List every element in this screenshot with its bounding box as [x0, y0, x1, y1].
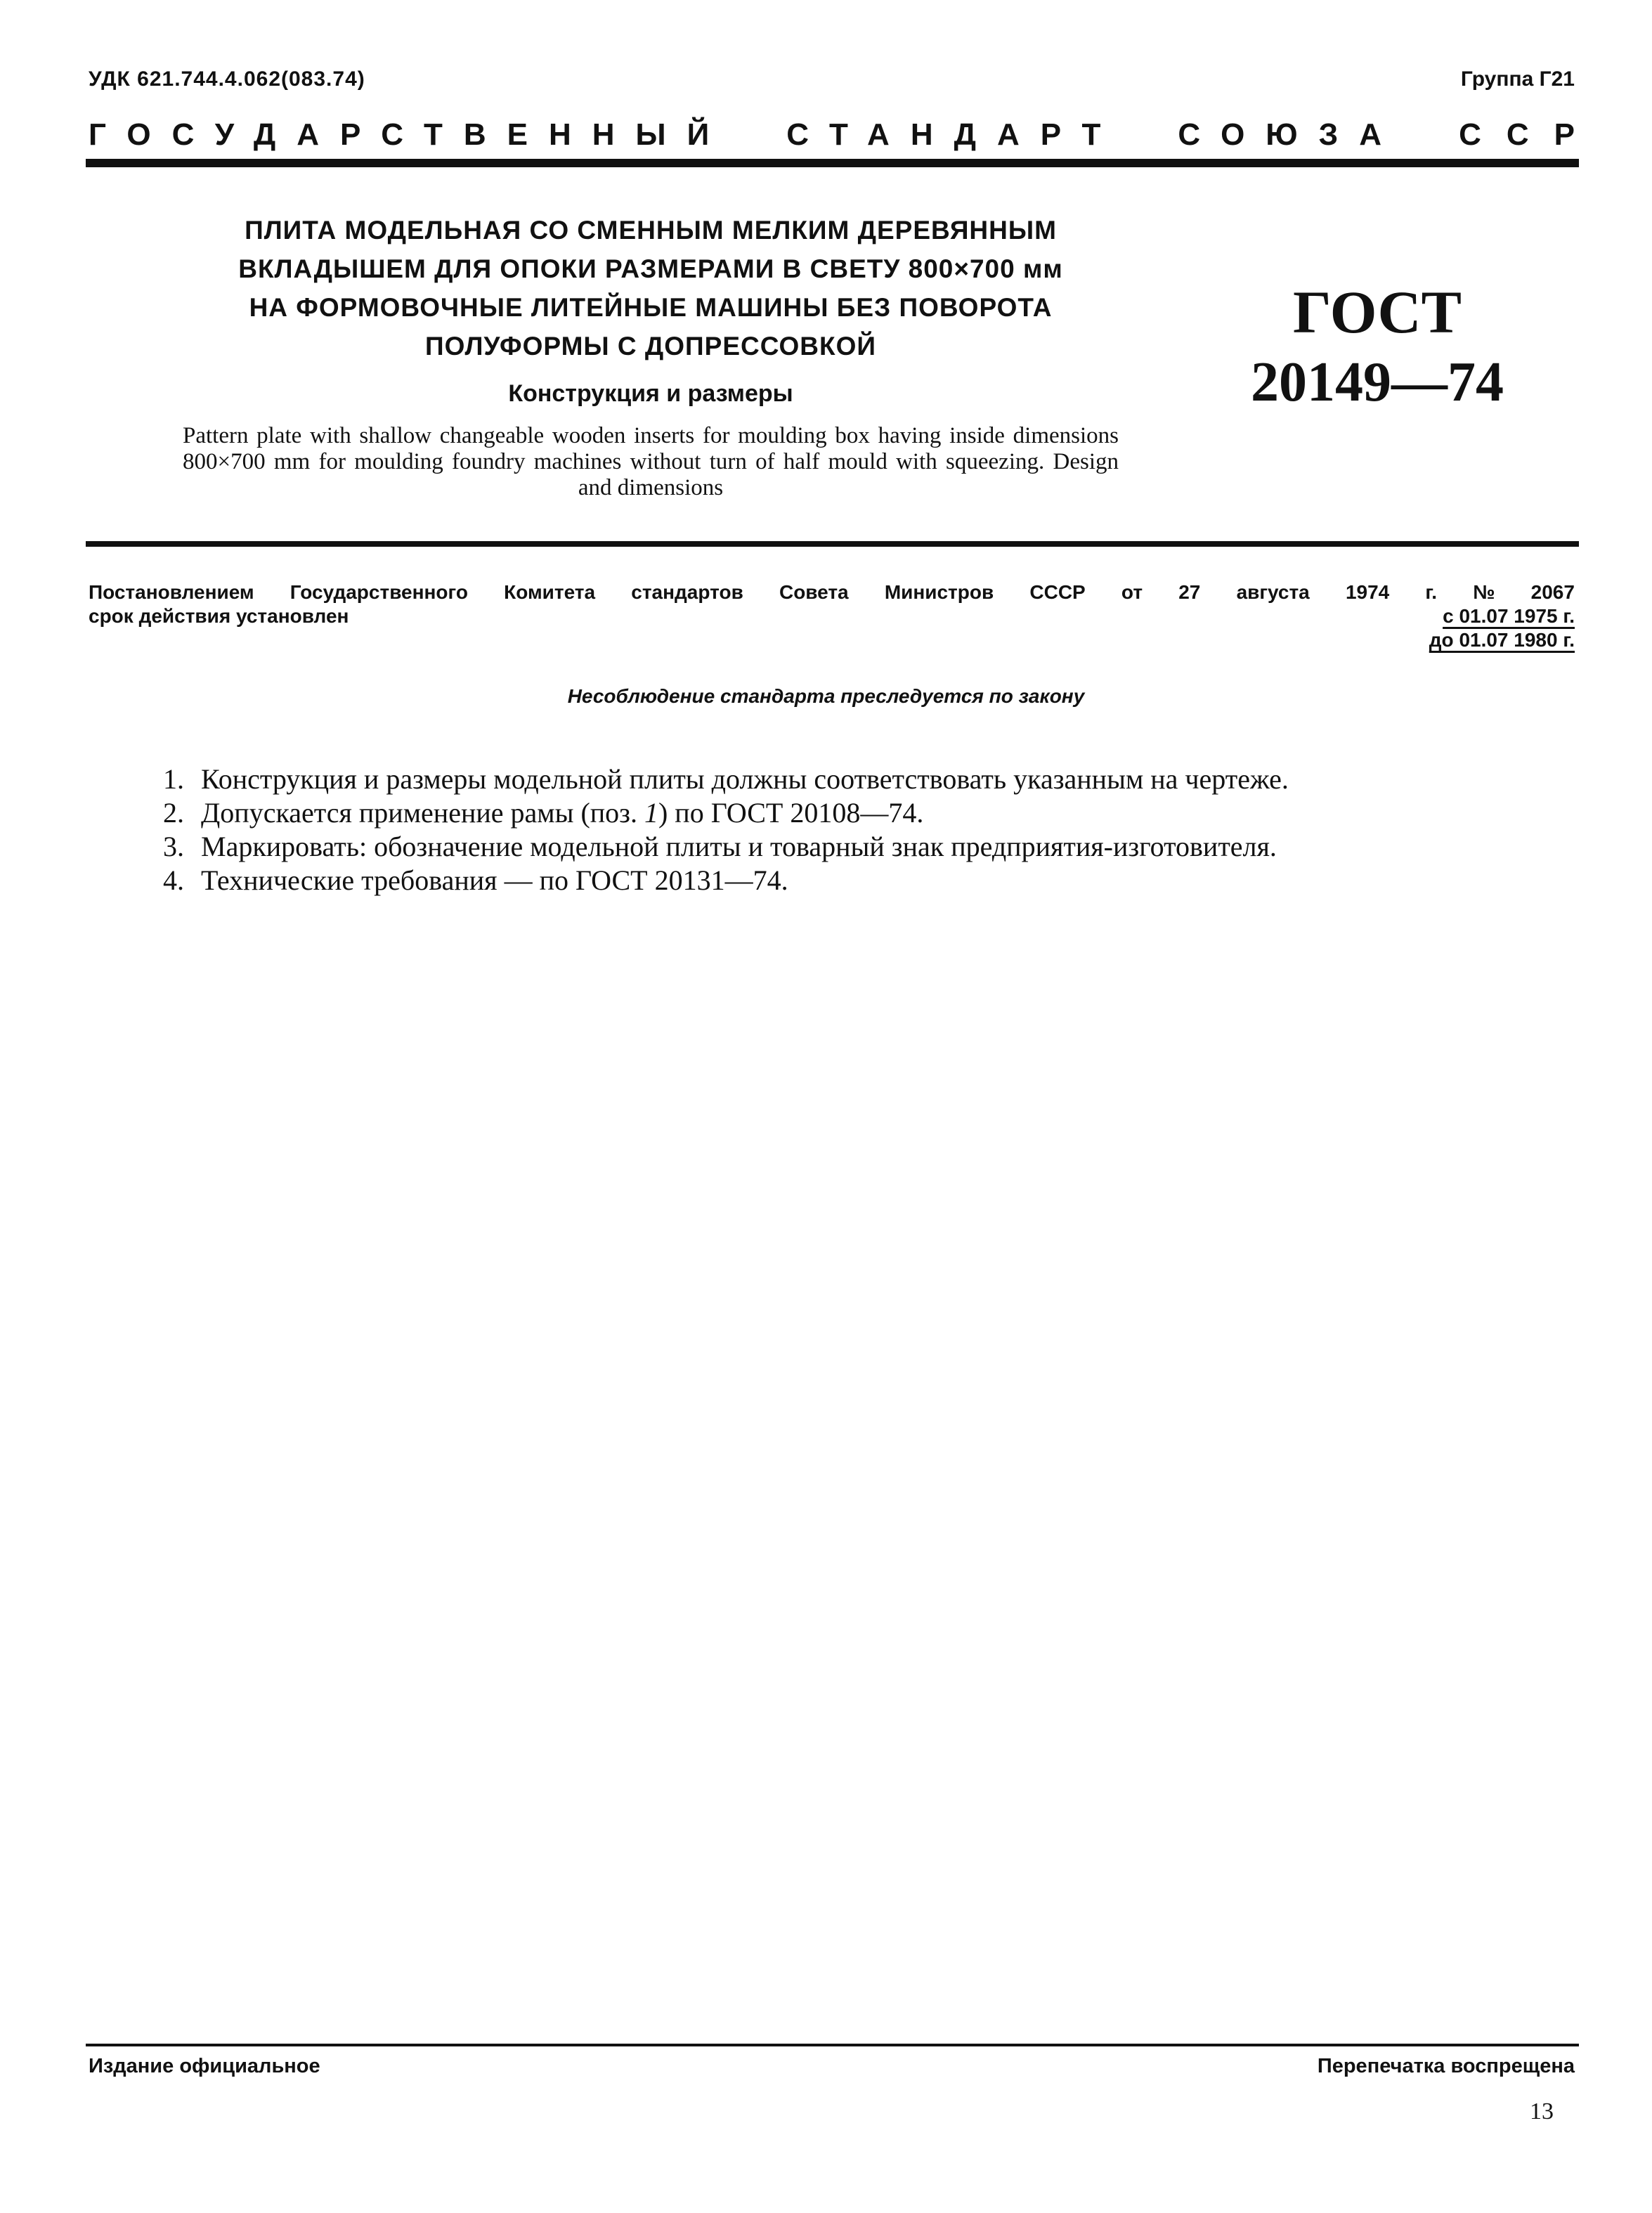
decree-word: 2067: [1530, 581, 1575, 603]
law-notice: Несоблюдение стандарта преследуется по закону: [567, 685, 1085, 707]
item-text-part: Допускается применение рамы (поз.: [201, 797, 644, 829]
decree-word: Совета: [779, 581, 849, 603]
english-title: Pattern plate with shallow changeable wooden inserts for moulding box having inside dimensions 800×700 mm for moulding foundry machines without turn of half mould with squeezing. Design and dimensions: [183, 423, 1119, 500]
title-line: НА ФОРМОВОЧНЫЕ ЛИТЕЙНЫЕ МАШИНЫ БЕЗ ПОВОРОТА: [249, 293, 1053, 322]
subtitle: Конструкция и размеры: [508, 380, 793, 407]
page-number: 13: [1530, 2098, 1554, 2124]
item-text: Конструкция и размеры модельной плиты должны соответствовать указанным на чертеже.: [201, 763, 1289, 795]
item-text-part: ) по ГОСТ 20108—74.: [658, 797, 924, 829]
standard-header-word: ГОСУДАРСТВЕННЫЙ: [89, 117, 731, 152]
list-item: [163, 864, 1582, 897]
footer-rule: [86, 2044, 1579, 2046]
title-line: ВКЛАДЫШЕМ ДЛЯ ОПОКИ РАЗМЕРАМИ В СВЕТУ 800×700 мм: [238, 254, 1063, 283]
decree-word: от: [1121, 581, 1143, 603]
item-number: 2.: [163, 797, 184, 829]
decree-line: [89, 580, 1575, 604]
gost-code: ГОСТ: [1293, 278, 1462, 346]
decree-word: стандартов: [631, 581, 743, 603]
title-block: [159, 211, 1143, 501]
header-rule: [86, 159, 1579, 167]
title-line: ПОЛУФОРМЫ С ДОПРЕССОВКОЙ: [425, 332, 876, 361]
gost-number: 20149—74: [1251, 351, 1504, 413]
item-number: 1.: [163, 763, 184, 795]
decree-word: Комитета: [504, 581, 596, 603]
decree-word: г.: [1425, 581, 1438, 603]
position-ref: 1: [644, 797, 658, 829]
list-item: [163, 762, 1582, 796]
item-text: [201, 796, 923, 830]
decree-word: 1974: [1345, 581, 1390, 603]
gost-designation: [1237, 278, 1518, 416]
decree-word: Государственного: [290, 581, 468, 603]
validity-label: срок действия установлен: [89, 605, 349, 627]
udk-code: УДК 621.744.4.062(083.74): [89, 67, 365, 91]
standard-header-word: ССР: [1459, 117, 1600, 152]
date-to: до 01.07 1980 г.: [1429, 629, 1575, 651]
date-from: с 01.07 1975 г.: [1443, 605, 1575, 627]
requirements-list: [163, 762, 1582, 897]
item-text: Технические требования — по ГОСТ 20131—74.: [201, 864, 788, 896]
title-line: ПЛИТА МОДЕЛЬНАЯ СО СМЕННЫМ МЕЛКИМ ДЕРЕВЯННЫМ: [245, 216, 1057, 245]
decree-word: Министров: [884, 581, 994, 603]
standard-header-word: СОЮЗА: [1178, 117, 1403, 152]
item-text: Маркировать: обозначение модельной плиты и товарный знак предприятия-изготовителя.: [201, 831, 1277, 862]
decree-word: Постановлением: [89, 581, 254, 603]
list-item: [163, 830, 1582, 864]
list-item: [163, 796, 1582, 830]
decree-word: №: [1473, 581, 1495, 603]
validity-dates: [1429, 604, 1575, 652]
decree-word: СССР: [1029, 581, 1086, 603]
title-rule: [86, 541, 1579, 547]
decree-block: [89, 580, 1575, 651]
standard-header-word: СТАНДАРТ: [786, 117, 1122, 152]
reprint-notice: Перепечатка воспрещена: [1317, 2055, 1575, 2077]
decree-word: 27: [1178, 581, 1201, 603]
decree-word: августа: [1236, 581, 1310, 603]
standard-header: [89, 115, 1600, 155]
item-number: 3.: [163, 831, 184, 862]
group-code: Группа Г21: [1460, 67, 1575, 91]
item-number: 4.: [163, 864, 184, 896]
edition-label: Издание официальное: [89, 2055, 320, 2077]
